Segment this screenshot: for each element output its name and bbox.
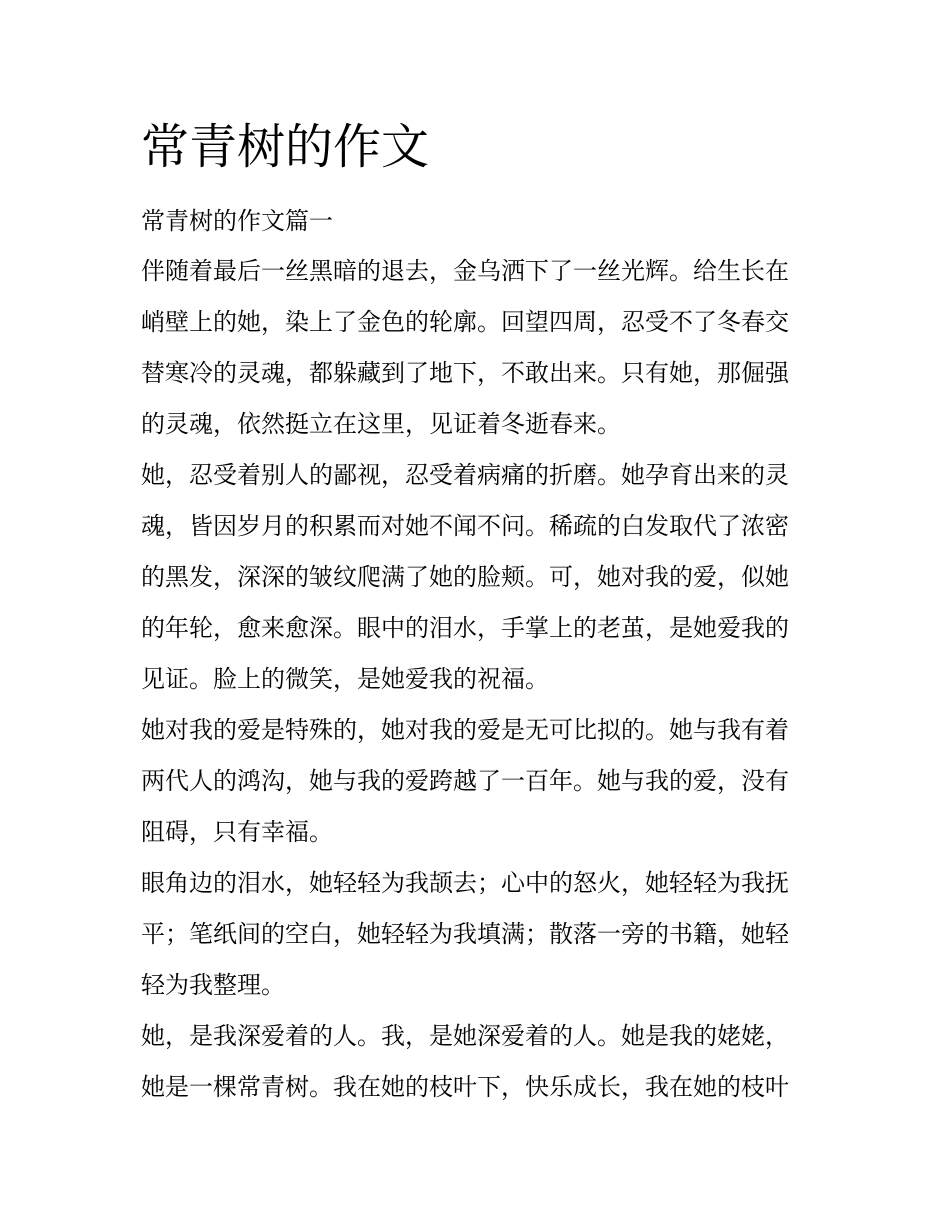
paragraph-line: 她，忍受着别人的鄙视，忍受着病痛的折磨。她孕育出来的灵 (141, 461, 789, 489)
paragraph-line: 她是一棵常青树。我在她的枝叶下，快乐成长，我在她的枝叶 (141, 1073, 789, 1101)
paragraph-line: 伴随着最后一丝黑暗的退去，金乌洒下了一丝光辉。给生长在 (141, 257, 789, 285)
paragraph-line: 平；笔纸间的空白，她轻轻为我填满；散落一旁的书籍，她轻 (141, 920, 789, 948)
paragraph-line: 峭壁上的她，染上了金色的轮廓。回望四周，忍受不了冬春交 (141, 308, 789, 336)
paragraph-line: 魂，皆因岁月的积累而对她不闻不问。稀疏的白发取代了浓密 (141, 512, 789, 540)
paragraph-line: 她对我的爱是特殊的，她对我的爱是无可比拟的。她与我有着 (141, 716, 789, 744)
paragraph-line: 阻碍，只有幸福。 (141, 818, 333, 846)
paragraph-5 (141, 1011, 813, 1113)
paragraph-3 (141, 705, 813, 858)
paragraph-1 (141, 246, 813, 450)
document-body (141, 112, 813, 1113)
paragraph-line: 的灵魂，依然挺立在这里，见证着冬逝春来。 (141, 410, 621, 438)
section-heading: 常青树的作文篇一 (141, 207, 333, 235)
paragraph-2 (141, 450, 813, 705)
paragraph-line: 的黑发，深深的皱纹爬满了她的脸颊。可，她对我的爱，似她 (141, 563, 789, 591)
paragraph-line: 两代人的鸿沟，她与我的爱跨越了一百年。她与我的爱，没有 (141, 767, 789, 795)
paragraph-line: 轻为我整理。 (141, 971, 285, 999)
paragraph-line: 的年轮，愈来愈深。眼中的泪水，手掌上的老茧，是她爱我的 (141, 614, 789, 642)
document-title: 常青树的作文 (141, 119, 430, 175)
paragraph-line: 眼角边的泪水，她轻轻为我颉去；心中的怒火，她轻轻为我抚 (141, 869, 789, 897)
paragraph-line: 替寒冷的灵魂，都躲藏到了地下，不敢出来。只有她，那倔强 (141, 359, 789, 387)
paragraph-4 (141, 858, 813, 1011)
paragraph-line: 见证。脸上的微笑，是她爱我的祝福。 (141, 665, 549, 693)
paragraph-line: 她，是我深爱着的人。我，是她深爱着的人。她是我的姥姥， (141, 1022, 789, 1050)
